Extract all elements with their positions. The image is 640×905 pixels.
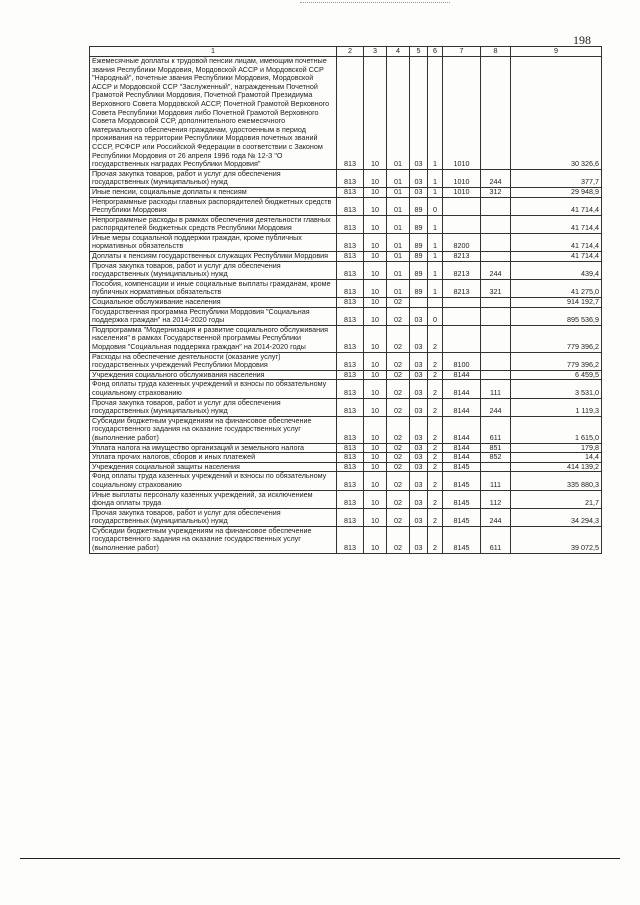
cell-c3: 10 <box>364 197 387 215</box>
cell-c8 <box>481 307 511 325</box>
cell-c2: 813 <box>337 462 364 472</box>
table-row <box>90 252 602 262</box>
cell-c2: 813 <box>337 261 364 279</box>
column-header: 4 <box>387 47 410 57</box>
cell-c4: 01 <box>387 215 410 233</box>
row-description: Учреждения социального обслуживания населения <box>90 370 337 380</box>
column-header: 9 <box>511 47 602 57</box>
cell-c9: 895 536,9 <box>511 307 602 325</box>
cell-c7: 8213 <box>443 261 481 279</box>
cell-c5: 03 <box>410 352 428 370</box>
cell-c9: 914 192,7 <box>511 298 602 308</box>
row-description: Уплата налога на имущество организаций и земельного налога <box>90 443 337 453</box>
column-header: 6 <box>428 47 443 57</box>
table-row <box>90 462 602 472</box>
cell-c8: 312 <box>481 187 511 197</box>
cell-c5: 03 <box>410 443 428 453</box>
row-description: Расходы на обеспечение деятельности (оказание услуг) государственных учреждений Республики Мордовия <box>90 352 337 370</box>
cell-c9: 779 396,2 <box>511 325 602 352</box>
table-row <box>90 298 602 308</box>
cell-c2: 813 <box>337 352 364 370</box>
cell-c2: 813 <box>337 298 364 308</box>
row-description: Прочая закупка товаров, работ и услуг для обеспечения государственных (муниципальных) нужд <box>90 508 337 526</box>
cell-c6: 2 <box>428 508 443 526</box>
cell-c8 <box>481 298 511 308</box>
cell-c7: 8213 <box>443 279 481 297</box>
cell-c4: 01 <box>387 233 410 251</box>
cell-c5: 03 <box>410 398 428 416</box>
table-row <box>90 215 602 233</box>
cell-c8 <box>481 352 511 370</box>
cell-c6: 1 <box>428 279 443 297</box>
table-row <box>90 472 602 490</box>
table-row <box>90 526 602 553</box>
cell-c8 <box>481 197 511 215</box>
cell-c7 <box>443 298 481 308</box>
cell-c2: 813 <box>337 187 364 197</box>
cell-c2: 813 <box>337 472 364 490</box>
cell-c4: 01 <box>387 57 410 170</box>
row-description: Фонд оплаты труда казенных учреждений и взносы по обязательному социальному страхованию <box>90 380 337 398</box>
cell-c6: 1 <box>428 169 443 187</box>
cell-c2: 813 <box>337 508 364 526</box>
row-description: Прочая закупка товаров, работ и услуг для обеспечения государственных (муниципальных) нужд <box>90 169 337 187</box>
row-description: Иные пенсии, социальные доплаты к пенсиям <box>90 187 337 197</box>
row-description: Доплаты к пенсиям государственных служащих Республики Мордовия <box>90 252 337 262</box>
cell-c2: 813 <box>337 215 364 233</box>
cell-c7: 8100 <box>443 352 481 370</box>
cell-c9: 41 714,4 <box>511 197 602 215</box>
cell-c2: 813 <box>337 453 364 463</box>
cell-c3: 10 <box>364 261 387 279</box>
cell-c4: 01 <box>387 279 410 297</box>
cell-c3: 10 <box>364 325 387 352</box>
table-row <box>90 490 602 508</box>
cell-c2: 813 <box>337 252 364 262</box>
row-description: Прочая закупка товаров, работ и услуг для обеспечения государственных (муниципальных) нужд <box>90 261 337 279</box>
cell-c4: 02 <box>387 508 410 526</box>
cell-c4: 02 <box>387 416 410 443</box>
cell-c9: 34 294,3 <box>511 508 602 526</box>
cell-c9: 3 531,0 <box>511 380 602 398</box>
cell-c8: 851 <box>481 443 511 453</box>
cell-c2: 813 <box>337 398 364 416</box>
table-row <box>90 398 602 416</box>
cell-c8: 611 <box>481 526 511 553</box>
cell-c6: 1 <box>428 57 443 170</box>
table-row <box>90 187 602 197</box>
table-row <box>90 508 602 526</box>
table-row <box>90 169 602 187</box>
cell-c9: 41 714,4 <box>511 252 602 262</box>
cell-c3: 10 <box>364 462 387 472</box>
cell-c9: 41 275,0 <box>511 279 602 297</box>
page-number: 198 <box>573 33 591 47</box>
row-description: Субсидии бюджетным учреждениям на финансовое обеспечение государственного задания на оказание государственных услуг (выполнение работ) <box>90 526 337 553</box>
cell-c8: 611 <box>481 416 511 443</box>
table-row <box>90 57 602 170</box>
cell-c3: 10 <box>364 380 387 398</box>
cell-c7: 8200 <box>443 233 481 251</box>
cell-c4: 02 <box>387 370 410 380</box>
cell-c6 <box>428 298 443 308</box>
cell-c8: 244 <box>481 261 511 279</box>
cell-c4: 01 <box>387 252 410 262</box>
table-row <box>90 370 602 380</box>
cell-c7: 8145 <box>443 508 481 526</box>
cell-c6: 2 <box>428 370 443 380</box>
cell-c5: 89 <box>410 261 428 279</box>
row-description: Уплата прочих налогов, сборов и иных платежей <box>90 453 337 463</box>
cell-c7: 1010 <box>443 169 481 187</box>
table-row <box>90 197 602 215</box>
cell-c5: 03 <box>410 325 428 352</box>
row-description: Ежемесячные доплаты к трудовой пенсии лицам, имеющим почетные звания Республики Мордовия, Мордовской АССР и Мордовской ССР "Народный", почетные звания Республики Мордовия, Мордовской АССР и Мордовской ССР "Заслуженный", награжденным Почетной Грамотой Республики Мордовия, Почетной Грамотой Президиума Верховного Совета Мордовской АССР, Почетной Грамотой Верховного Совета Республики Мордовия либо Почетной Грамотой Верховного Совета Мордовской ССР, дополнительного ежемесячного материального обеспечения гражданам, удостоенным в период проживания на территории Республики Мордовия почетных званий СССР, РСФСР или Российской Федерации в соответствии с Законом Республики Мордовия от 26 апреля 1996 года № 12-З "О государственных наградах Республики Мордовия" <box>90 57 337 170</box>
cell-c5: 03 <box>410 416 428 443</box>
cell-c6: 2 <box>428 443 443 453</box>
cell-c4: 02 <box>387 443 410 453</box>
cell-c6: 2 <box>428 472 443 490</box>
cell-c8 <box>481 57 511 170</box>
row-description: Государственная программа Республики Мордовия "Социальная поддержка граждан" на 2014-2020 годы <box>90 307 337 325</box>
cell-c9: 39 072,5 <box>511 526 602 553</box>
cell-c7: 8144 <box>443 370 481 380</box>
cell-c7: 8145 <box>443 526 481 553</box>
cell-c6: 2 <box>428 490 443 508</box>
row-description: Прочая закупка товаров, работ и услуг для обеспечения государственных (муниципальных) нужд <box>90 398 337 416</box>
cell-c6: 1 <box>428 187 443 197</box>
cell-c3: 10 <box>364 490 387 508</box>
cell-c6: 1 <box>428 252 443 262</box>
cell-c7: 1010 <box>443 187 481 197</box>
cell-c7: 8144 <box>443 380 481 398</box>
cell-c9: 30 326,6 <box>511 57 602 170</box>
cell-c4: 02 <box>387 490 410 508</box>
cell-c4: 02 <box>387 325 410 352</box>
cell-c3: 10 <box>364 370 387 380</box>
cell-c5: 89 <box>410 233 428 251</box>
row-description: Иные меры социальной поддержки граждан, кроме публичных нормативных обязательств <box>90 233 337 251</box>
table-row <box>90 416 602 443</box>
cell-c3: 10 <box>364 279 387 297</box>
cell-c7 <box>443 215 481 233</box>
cell-c7: 8213 <box>443 252 481 262</box>
cell-c3: 10 <box>364 416 387 443</box>
cell-c6: 2 <box>428 380 443 398</box>
cell-c3: 10 <box>364 398 387 416</box>
cell-c5: 03 <box>410 508 428 526</box>
cell-c3: 10 <box>364 352 387 370</box>
cell-c9: 1 615,0 <box>511 416 602 443</box>
cell-c8 <box>481 252 511 262</box>
column-header: 2 <box>337 47 364 57</box>
cell-c3: 10 <box>364 526 387 553</box>
cell-c7 <box>443 307 481 325</box>
cell-c4: 02 <box>387 453 410 463</box>
cell-c4: 01 <box>387 169 410 187</box>
cell-c8: 852 <box>481 453 511 463</box>
cell-c6: 2 <box>428 526 443 553</box>
cell-c7: 8144 <box>443 453 481 463</box>
cell-c2: 813 <box>337 370 364 380</box>
cell-c2: 813 <box>337 416 364 443</box>
cell-c7: 8145 <box>443 472 481 490</box>
cell-c3: 10 <box>364 453 387 463</box>
cell-c6: 1 <box>428 261 443 279</box>
cell-c7 <box>443 197 481 215</box>
cell-c5: 03 <box>410 169 428 187</box>
cell-c7: 8145 <box>443 462 481 472</box>
cell-c3: 10 <box>364 252 387 262</box>
cell-c7: 8144 <box>443 443 481 453</box>
cell-c3: 10 <box>364 215 387 233</box>
cell-c8 <box>481 325 511 352</box>
cell-c5: 89 <box>410 197 428 215</box>
cell-c8: 111 <box>481 472 511 490</box>
cell-c4: 02 <box>387 298 410 308</box>
cell-c9: 41 714,4 <box>511 233 602 251</box>
cell-c8: 112 <box>481 490 511 508</box>
row-description: Непрограммные расходы в рамках обеспечения деятельности главных распорядителей бюджетных средств Республики Мордовия <box>90 215 337 233</box>
cell-c9: 779 396,2 <box>511 352 602 370</box>
cell-c2: 813 <box>337 307 364 325</box>
table-row <box>90 443 602 453</box>
cell-c6: 2 <box>428 453 443 463</box>
cell-c3: 10 <box>364 169 387 187</box>
cell-c5: 03 <box>410 307 428 325</box>
table-row <box>90 279 602 297</box>
cell-c5: 03 <box>410 453 428 463</box>
column-header: 3 <box>364 47 387 57</box>
cell-c3: 10 <box>364 443 387 453</box>
cell-c3: 10 <box>364 187 387 197</box>
cell-c2: 813 <box>337 325 364 352</box>
cell-c4: 02 <box>387 398 410 416</box>
cell-c3: 10 <box>364 233 387 251</box>
cell-c6: 2 <box>428 416 443 443</box>
cell-c3: 10 <box>364 298 387 308</box>
cell-c9: 29 948,9 <box>511 187 602 197</box>
cell-c2: 813 <box>337 526 364 553</box>
column-header: 8 <box>481 47 511 57</box>
cell-c9: 1 119,3 <box>511 398 602 416</box>
header-row <box>90 47 602 57</box>
table-row <box>90 261 602 279</box>
cell-c7: 8144 <box>443 416 481 443</box>
cell-c2: 813 <box>337 443 364 453</box>
cell-c5: 03 <box>410 57 428 170</box>
cell-c9: 21,7 <box>511 490 602 508</box>
cell-c4: 02 <box>387 380 410 398</box>
cell-c8: 244 <box>481 508 511 526</box>
table-row <box>90 453 602 463</box>
cell-c4: 02 <box>387 352 410 370</box>
cell-c4: 02 <box>387 526 410 553</box>
cell-c3: 10 <box>364 472 387 490</box>
cell-c8 <box>481 370 511 380</box>
cell-c2: 813 <box>337 490 364 508</box>
row-description: Иные выплаты персоналу казенных учреждений, за исключением фонда оплаты труда <box>90 490 337 508</box>
row-description: Учреждения социальной защиты населения <box>90 462 337 472</box>
cell-c9: 335 880,3 <box>511 472 602 490</box>
cell-c9: 179,8 <box>511 443 602 453</box>
cell-c9: 439,4 <box>511 261 602 279</box>
cell-c7: 1010 <box>443 57 481 170</box>
cell-c4: 01 <box>387 261 410 279</box>
cell-c6: 0 <box>428 197 443 215</box>
column-header: 1 <box>90 47 337 57</box>
cell-c4: 01 <box>387 187 410 197</box>
column-header: 5 <box>410 47 428 57</box>
cell-c8 <box>481 462 511 472</box>
cell-c8: 321 <box>481 279 511 297</box>
table-row <box>90 352 602 370</box>
cell-c6: 1 <box>428 215 443 233</box>
cell-c2: 813 <box>337 197 364 215</box>
row-description: Субсидии бюджетным учреждениям на финансовое обеспечение государственного задания на оказание государственных услуг (выполнение работ) <box>90 416 337 443</box>
cell-c5: 89 <box>410 279 428 297</box>
cell-c2: 813 <box>337 169 364 187</box>
cell-c9: 414 139,2 <box>511 462 602 472</box>
row-description: Фонд оплаты труда казенных учреждений и взносы по обязательному социальному страхованию <box>90 472 337 490</box>
cell-c4: 02 <box>387 307 410 325</box>
cell-c2: 813 <box>337 279 364 297</box>
cell-c5: 89 <box>410 215 428 233</box>
cell-c2: 813 <box>337 380 364 398</box>
cell-c6: 1 <box>428 233 443 251</box>
cell-c8: 111 <box>481 380 511 398</box>
cell-c3: 10 <box>364 307 387 325</box>
scan-top-marks <box>300 2 450 4</box>
cell-c4: 02 <box>387 472 410 490</box>
cell-c8 <box>481 215 511 233</box>
cell-c2: 813 <box>337 57 364 170</box>
row-description: Социальное обслуживание населения <box>90 298 337 308</box>
cell-c4: 02 <box>387 462 410 472</box>
row-description: Пособия, компенсации и иные социальные выплаты гражданам, кроме публичных нормативных обязательств <box>90 279 337 297</box>
cell-c8: 244 <box>481 398 511 416</box>
cell-c6: 2 <box>428 352 443 370</box>
cell-c7 <box>443 325 481 352</box>
cell-c7: 8144 <box>443 398 481 416</box>
table-row <box>90 233 602 251</box>
cell-c6: 2 <box>428 398 443 416</box>
cell-c5: 03 <box>410 370 428 380</box>
cell-c6: 2 <box>428 325 443 352</box>
cell-c5: 89 <box>410 252 428 262</box>
cell-c4: 01 <box>387 197 410 215</box>
cell-c6: 2 <box>428 462 443 472</box>
row-description: Непрограммные расходы главных распорядителей бюджетных средств Республики Мордовия <box>90 197 337 215</box>
table-row <box>90 307 602 325</box>
cell-c9: 41 714,4 <box>511 215 602 233</box>
cell-c5 <box>410 298 428 308</box>
cell-c5: 03 <box>410 526 428 553</box>
cell-c9: 14,4 <box>511 453 602 463</box>
row-description: Подпрограмма "Модернизация и развитие социального обслуживания населения" в рамках Государственной программы Республики Мордовия "Социальная поддержка граждан" на 2014-2020 годы <box>90 325 337 352</box>
cell-c5: 03 <box>410 490 428 508</box>
cell-c7: 8145 <box>443 490 481 508</box>
cell-c6: 0 <box>428 307 443 325</box>
cell-c5: 03 <box>410 462 428 472</box>
cell-c3: 10 <box>364 508 387 526</box>
cell-c2: 813 <box>337 233 364 251</box>
cell-c8: 244 <box>481 169 511 187</box>
cell-c5: 03 <box>410 472 428 490</box>
cell-c5: 03 <box>410 380 428 398</box>
cell-c3: 10 <box>364 57 387 170</box>
cell-c9: 6 459,5 <box>511 370 602 380</box>
cell-c5: 03 <box>410 187 428 197</box>
cell-c8 <box>481 233 511 251</box>
footer-rule <box>20 858 620 859</box>
table-row <box>90 325 602 352</box>
table-row <box>90 380 602 398</box>
budget-table <box>89 46 602 554</box>
cell-c9: 377,7 <box>511 169 602 187</box>
column-header: 7 <box>443 47 481 57</box>
